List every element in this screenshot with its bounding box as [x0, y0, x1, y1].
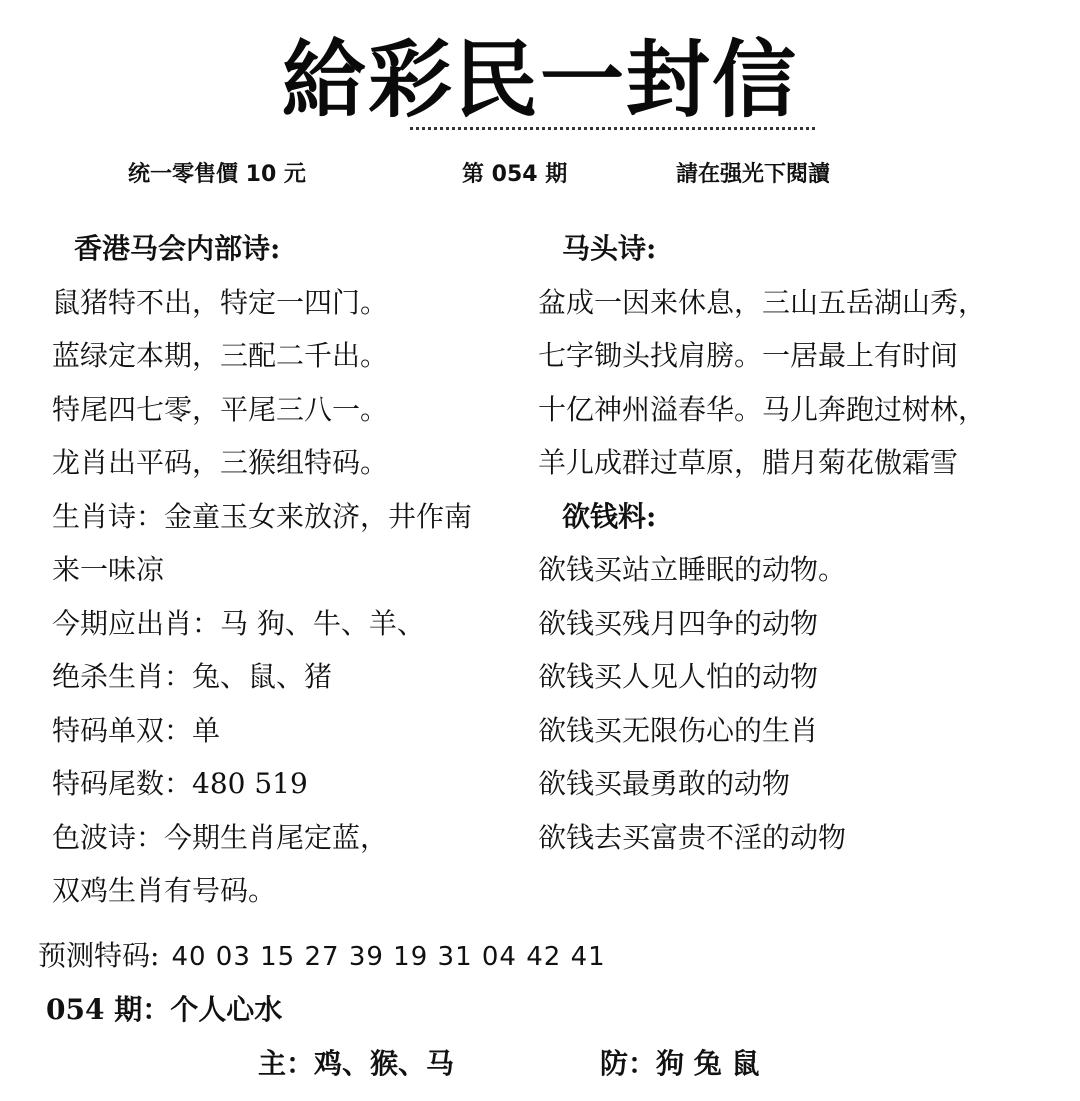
forecast-label: 预测特码:	[38, 939, 160, 972]
left-line: 绝杀生肖：兔、鼠、猪	[52, 660, 333, 693]
left-line: 来一味凉	[52, 553, 165, 586]
forecast-numbers: 40 03 15 27 39 19 31 04 42 41	[171, 942, 606, 972]
reading-note: 請在强光下閱讀	[676, 162, 831, 187]
right-column	[538, 222, 1038, 864]
left-line: 特码单双：单	[52, 713, 221, 747]
right-line: 羊儿成群过草原，腊月菊花傲霜雪	[538, 446, 959, 479]
issue-number: 第 054 期	[462, 162, 568, 187]
issue-water: 054 期：个人心水	[46, 993, 283, 1026]
right-line: 欲钱买残月四争的动物	[538, 606, 819, 640]
right-line: 十亿神州溢春华。马儿奔跑过树林，	[538, 392, 987, 426]
right-line: 欲钱买站立睡眠的动物。	[538, 553, 847, 586]
title-underline	[410, 127, 815, 133]
right-line: 盆成一因来休息，三山五岳湖山秀，	[538, 285, 987, 319]
left-line: 色波诗：今期生肖尾定蓝，	[52, 820, 389, 854]
right-line: 欲钱买人见人怕的动物	[538, 660, 819, 693]
right-line: 欲钱买最勇敢的动物	[538, 767, 791, 800]
main-pick: 主：鸡、猴、马	[258, 1047, 455, 1080]
page-title: 給彩民一封信	[281, 31, 798, 129]
forecast-line	[38, 936, 606, 977]
retail-price: 统一零售價 10 元	[128, 162, 306, 187]
guard-pick: 防：狗 兔 鼠	[600, 1047, 760, 1080]
left-line: 特码尾数：480 519	[52, 767, 308, 800]
left-line: 生肖诗：金童玉女来放济，井作南	[52, 499, 473, 533]
left-heading: 香港马会内部诗:	[74, 232, 281, 265]
right-heading: 马头诗:	[562, 232, 657, 265]
left-line: 龙肖出平码，三猴组特码。	[52, 446, 389, 479]
left-line: 今期应出肖：马 狗、牛、羊、	[52, 606, 425, 640]
left-line: 双鸡生肖有号码。	[52, 874, 277, 907]
left-line: 蓝绿定本期，三配二千出。	[52, 339, 389, 372]
right-line: 欲钱去买富贵不淫的动物	[538, 820, 847, 854]
left-line: 特尾四七零，平尾三八一。	[52, 392, 389, 426]
left-line: 鼠猪特不出，特定一四门。	[52, 285, 389, 319]
right-subheading: 欲钱料:	[562, 499, 657, 533]
right-line: 七字锄头找肩膀。一居最上有时间	[538, 339, 959, 372]
left-column	[52, 222, 532, 918]
right-line: 欲钱买无限伤心的生肖	[538, 713, 819, 747]
